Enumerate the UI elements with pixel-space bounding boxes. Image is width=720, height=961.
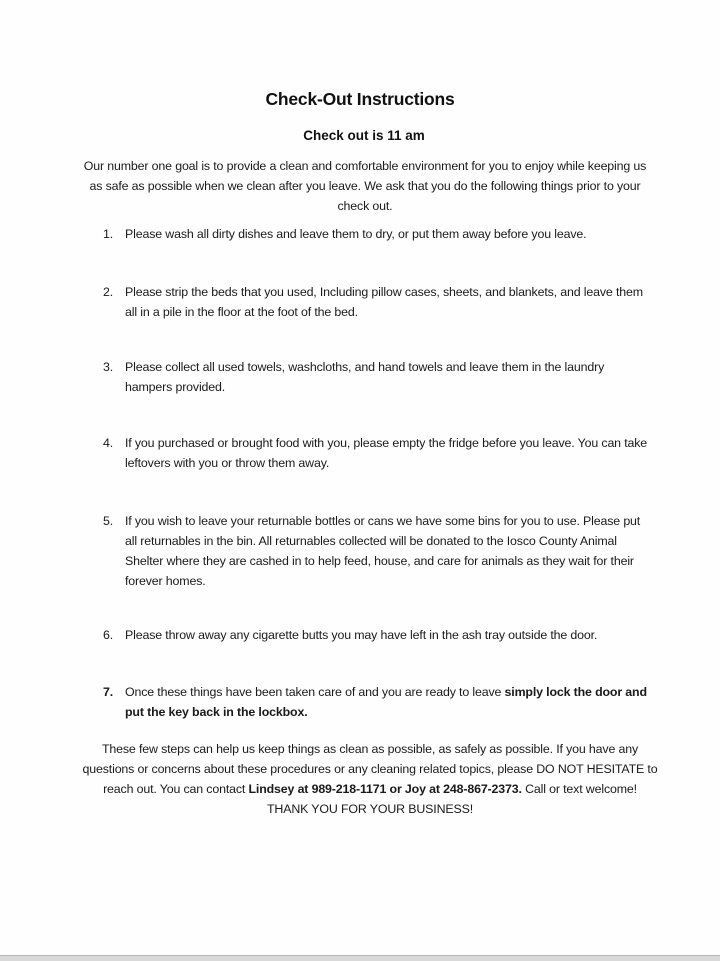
document-title: Check-Out Instructions	[265, 89, 455, 109]
item-text: Please throw away any cigarette butts you may have left in the ash tray outside the door.	[125, 628, 598, 642]
item-text: If you wish to leave your returnable bottles or cans we have some bins for you to use. Please put all returnables in the bin. All returnables collected will be donated to the Iosco County Animal Shelter where they are cashed in to help feed, house, and care for animals as they wait for their forever homes.	[125, 514, 641, 588]
bottom-divider	[0, 955, 720, 961]
item-text-bold: simply lock the door and put the key back in the lockbox.	[125, 685, 647, 719]
item-text: Please strip the beds that you used, Including pillow cases, sheets, and blankets, and leave them all in a pile in the floor at the foot of the bed.	[125, 285, 643, 319]
item-text-regular: Once these things have been taken care of and you are ready to leave	[125, 685, 505, 699]
item-text: Please collect all used towels, washcloths, and hand towels and leave them in the laundry hampers provided.	[125, 360, 605, 394]
closing-text: These few steps can help us keep things as clean as possible, as safely as possible. If you have any questions or concerns about these procedures or any cleaning related topics, please DO NOT HESITATE to reach out. You can contact	[82, 742, 658, 796]
item-number: 1.	[103, 227, 114, 241]
list-item	[103, 511, 651, 591]
item-number: 5.	[103, 514, 114, 528]
closing-paragraph	[82, 739, 658, 819]
closing-thanks: Call or text welcome! THANK YOU FOR YOUR BUSINESS!	[266, 782, 637, 816]
list-item	[103, 625, 651, 645]
item-number: 2.	[103, 285, 114, 299]
list-item	[103, 433, 651, 473]
item-text	[125, 682, 651, 722]
item-text: If you purchased or brought food with you, please empty the fridge before you leave. You can take leftovers with you or throw them away.	[125, 436, 648, 470]
item-number: 7.	[103, 685, 114, 699]
item-text: Please wash all dirty dishes and leave them to dry, or put them away before you leave.	[125, 227, 587, 241]
contact-info: Lindsey at 989-218-1171 or Joy at 248-867-2373.	[248, 782, 522, 796]
item-number: 6.	[103, 628, 114, 642]
list-item	[103, 357, 651, 397]
checkout-time: Check out is 11 am	[303, 128, 425, 143]
item-number: 3.	[103, 360, 114, 374]
item-number: 4.	[103, 436, 114, 450]
intro-paragraph: Our number one goal is to provide a clean and comfortable environment for you to enjoy while keeping us as safe as possible when we clean after you leave. We ask that you do the following things prior to your check out.	[83, 159, 647, 213]
list-item	[103, 282, 651, 322]
list-item	[103, 682, 651, 722]
list-item	[103, 224, 651, 244]
